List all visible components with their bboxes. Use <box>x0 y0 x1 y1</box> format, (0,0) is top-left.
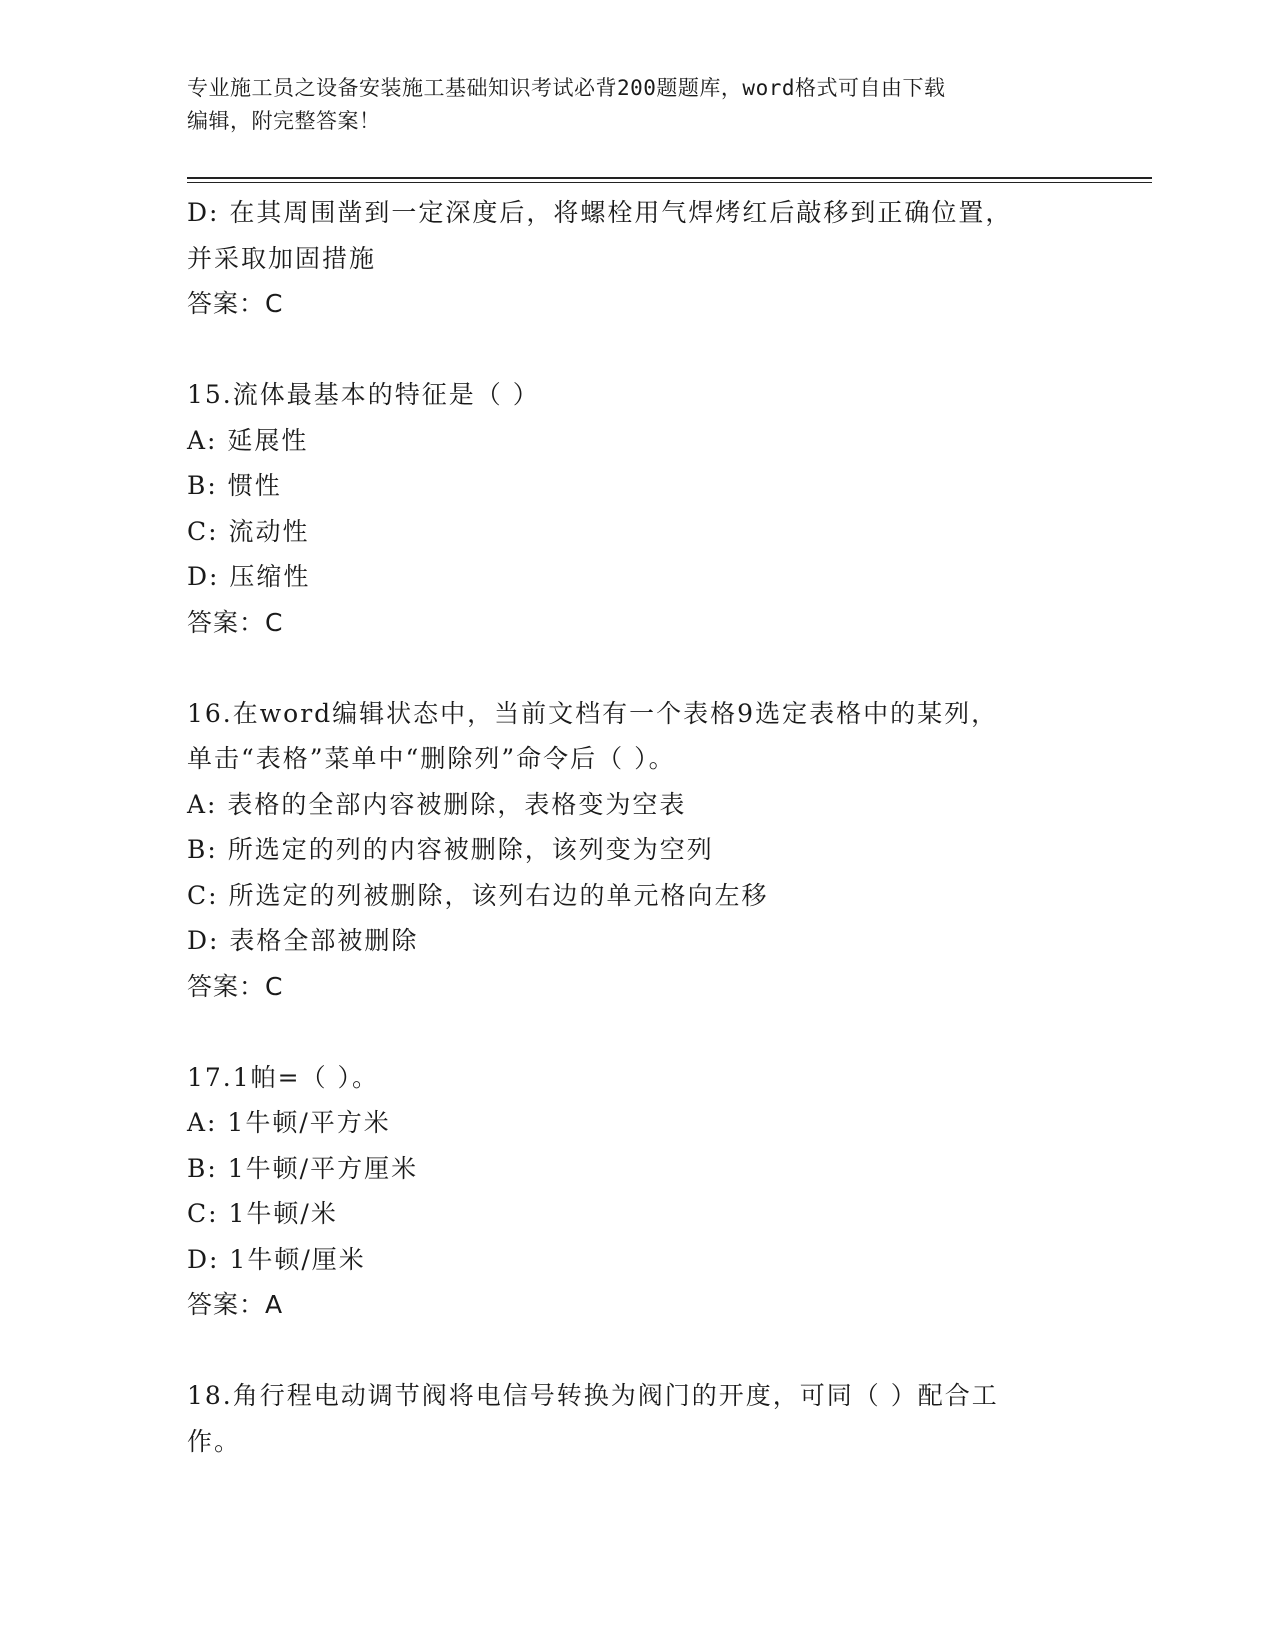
option-a: A: 表格的全部内容被删除，表格变为空表 <box>187 789 687 819</box>
spacer <box>187 645 1087 691</box>
answer: 答案：A <box>187 1290 284 1319</box>
answer: 答案：C <box>187 607 284 637</box>
option-c: C: 1牛顿/米 <box>187 1199 338 1228</box>
option-c: C: 所选定的列被删除，该列右边的单元格向左移 <box>187 880 769 910</box>
option-a: A: 延展性 <box>187 425 309 455</box>
document-body <box>187 190 1087 1464</box>
option-b: B: 惯性 <box>187 471 282 500</box>
question-17 <box>187 1055 1087 1328</box>
question-15 <box>187 372 1087 645</box>
question-stem: 16.在word编辑状态中，当前文档有一个表格9选定表格中的某列， <box>187 698 999 728</box>
option-d: D: 压缩性 <box>187 562 311 591</box>
spacer <box>187 1328 1087 1374</box>
continued-answer: 答案：C <box>187 289 284 318</box>
question-stem-continued: 作。 <box>187 1426 242 1456</box>
question-stem: 17.1帕=（ ）。 <box>187 1062 380 1092</box>
option-d: D: 表格全部被删除 <box>187 926 419 955</box>
question-stem: 18.角行程电动调节阀将电信号转换为阀门的开度，可同（ ）配合工 <box>187 1381 999 1410</box>
header-title-line-2: 编辑，附完整答案！ <box>187 109 381 133</box>
question-stem-continued: 单击“表格”菜单中“删除列”命令后（ ）。 <box>187 744 676 773</box>
continued-option-d-line-2: 并采取加固措施 <box>187 243 377 273</box>
option-c: C: 流动性 <box>187 516 310 546</box>
document-header <box>187 72 1067 138</box>
option-b: B: 1牛顿/平方厘米 <box>187 1153 419 1183</box>
question-18 <box>187 1373 1087 1464</box>
header-divider-thin <box>187 182 1152 183</box>
header-title-line-1: 专业施工员之设备安装施工基础知识考试必背200题题库，word格式可自由下载 <box>187 76 946 100</box>
question-16 <box>187 691 1087 1010</box>
option-a: A: 1牛顿/平方米 <box>187 1108 391 1137</box>
answer: 答案：C <box>187 971 284 1001</box>
header-divider-thick <box>187 177 1152 179</box>
option-d: D: 1牛顿/厘米 <box>187 1244 366 1274</box>
continued-option-d-line-1: D: 在其周围凿到一定深度后，将螺栓用气焊烤红后敲移到正确位置， <box>187 198 1013 227</box>
spacer <box>187 327 1087 373</box>
question-stem: 15.流体最基本的特征是（ ） <box>187 380 540 409</box>
spacer <box>187 1009 1087 1055</box>
option-b: B: 所选定的列的内容被删除，该列变为空列 <box>187 835 714 864</box>
